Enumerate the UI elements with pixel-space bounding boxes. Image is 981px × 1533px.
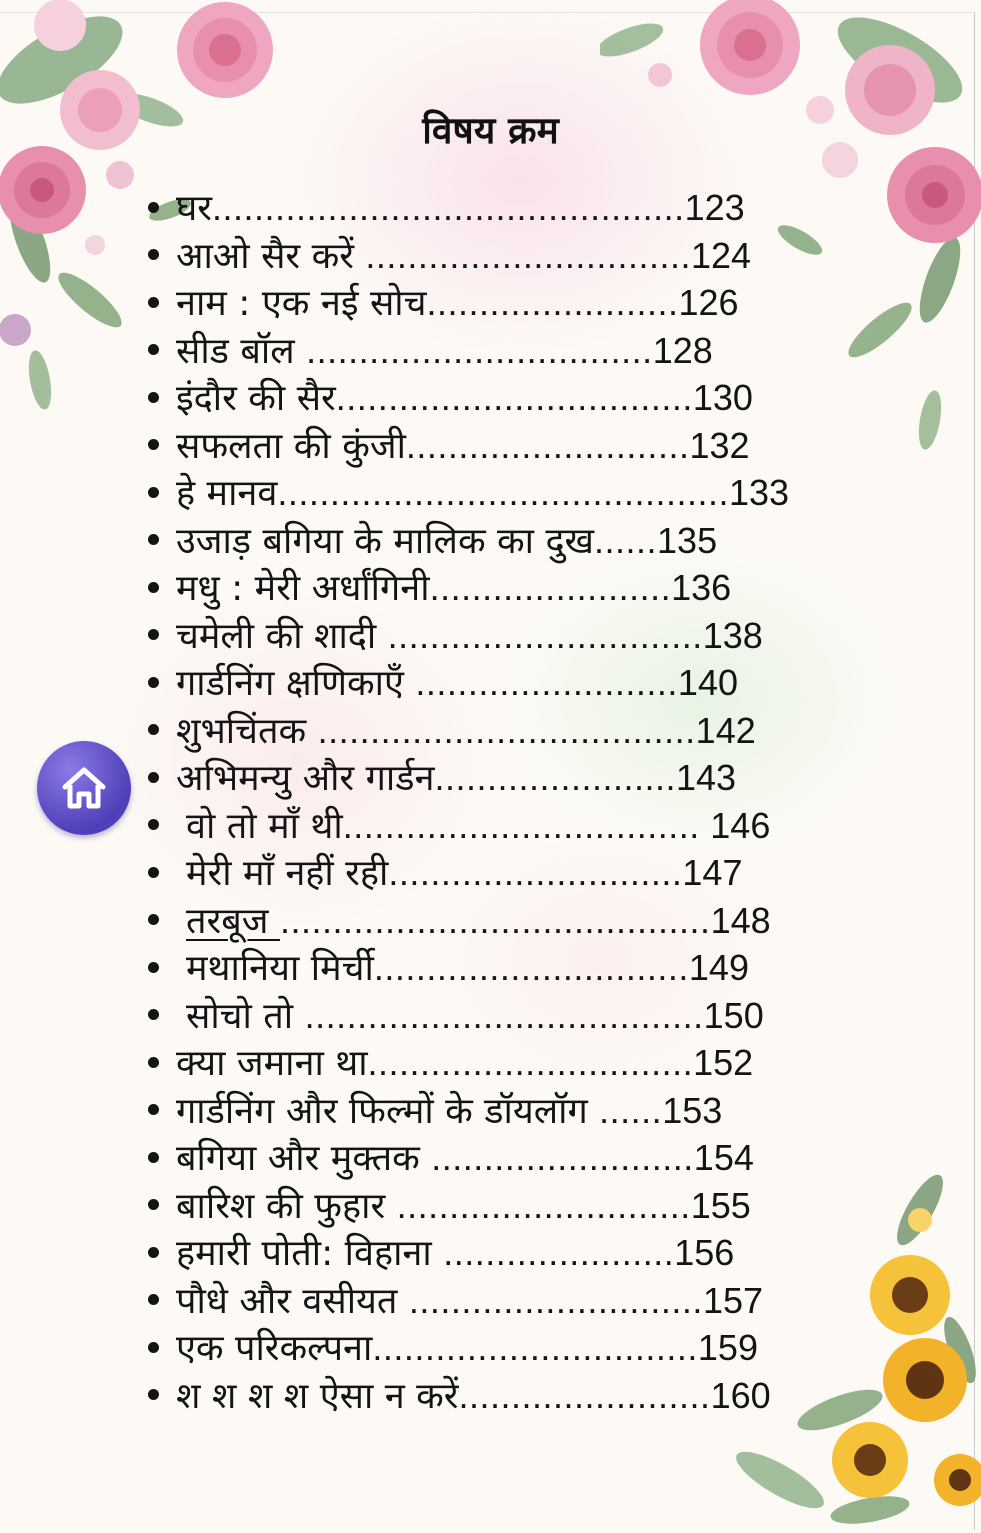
toc-leader-dots: .........................: [415, 662, 678, 703]
toc-entry[interactable]: [148, 1087, 878, 1135]
bullet-icon: [148, 677, 159, 688]
toc-page-number: 150: [703, 994, 764, 1036]
toc-entry-title: सीड बॉल: [176, 330, 307, 372]
toc-leader-dots: ..............................: [387, 614, 703, 656]
toc-page-number: 154: [693, 1137, 754, 1178]
bullet-icon: [148, 1342, 159, 1353]
toc-leader-dots: ......: [599, 1089, 663, 1131]
toc-page-number: 126: [678, 282, 739, 323]
toc-entry-title: सोचो तो: [186, 995, 305, 1037]
toc-page-number: 160: [710, 1374, 771, 1416]
toc-leader-dots: ..................................: [335, 377, 693, 418]
toc-entry[interactable]: [148, 612, 878, 660]
toc-leader-dots: ...........................: [405, 424, 690, 466]
toc-entry[interactable]: [148, 184, 878, 232]
toc-entry-title: बारिश की फुहार: [176, 1185, 397, 1227]
toc-entry-title: बगिया और मुक्तक: [176, 1138, 432, 1179]
toc-entry[interactable]: [148, 992, 878, 1040]
bullet-icon: [148, 1199, 159, 1210]
toc-leader-dots: ......: [594, 519, 658, 561]
toc-page-number: 146: [710, 804, 771, 846]
toc-leader-dots: .........................: [431, 1137, 694, 1178]
toc-leader-dots: .................................: [306, 329, 653, 371]
bullet-icon: [148, 1152, 159, 1163]
toc-entry-title: इंदौर की सैर: [176, 378, 336, 419]
toc-leader-dots: ...............................: [365, 234, 691, 276]
bullet-icon: [148, 1009, 159, 1020]
toc-entry[interactable]: [148, 327, 878, 375]
toc-page-number: 124: [690, 234, 752, 276]
bullet-icon: [148, 487, 159, 498]
table-of-contents: [148, 184, 878, 1419]
toc-page-number: 140: [677, 662, 738, 703]
toc-entry-title: सफलता की कुंजी: [176, 425, 406, 467]
bullet-icon: [148, 582, 159, 593]
bullet-icon: [148, 439, 159, 450]
toc-entry[interactable]: [148, 659, 878, 707]
home-button[interactable]: [37, 741, 131, 835]
toc-page-number: 133: [729, 472, 790, 513]
bullet-icon: [148, 392, 159, 403]
toc-entry-title: घर: [176, 188, 212, 229]
toc-entry-title: एक परिकल्पना: [176, 1328, 373, 1369]
bullet-icon: [148, 914, 159, 925]
toc-entry-title: [176, 901, 280, 942]
toc-leader-dots: ............................: [388, 852, 683, 893]
bullet-icon: [148, 629, 159, 640]
toc-entry[interactable]: [148, 1134, 878, 1182]
toc-entry-title: आओ सैर करें: [176, 235, 366, 277]
toc-entry[interactable]: [148, 849, 878, 897]
toc-entry[interactable]: [148, 1182, 878, 1230]
toc-entry-title: गार्डनिंग क्षणिकाएँ: [176, 663, 416, 704]
toc-leader-dots: ......................................: [304, 994, 704, 1036]
bullet-icon: [148, 724, 159, 735]
toc-leader-dots: ........................: [426, 282, 679, 323]
toc-leader-dots: ......................: [443, 1232, 675, 1273]
toc-entry-title: मेरी माँ नहीं रही: [186, 853, 389, 894]
toc-entry-title: अभिमन्यु और गार्डन: [176, 758, 435, 799]
toc-entry[interactable]: [148, 517, 878, 565]
toc-entry[interactable]: [148, 232, 878, 280]
toc-page-number: 132: [689, 424, 750, 466]
bullet-icon: [148, 1389, 159, 1400]
toc-entry-title: गार्डनिंग और फिल्मों के डॉयलॉग: [176, 1090, 600, 1132]
toc-page-number: 149: [688, 947, 749, 988]
toc-page-number: 152: [693, 1042, 754, 1083]
toc-page-number: 143: [675, 757, 737, 798]
toc-leader-dots: .............................................: [212, 187, 685, 228]
bullet-icon: [148, 1104, 159, 1115]
toc-entry[interactable]: [148, 564, 878, 612]
toc-page-number: 136: [671, 567, 732, 608]
toc-entry[interactable]: [148, 1229, 878, 1277]
home-icon: [59, 763, 109, 813]
toc-page-number: 155: [690, 1184, 751, 1226]
toc-entry[interactable]: [148, 1039, 878, 1087]
toc-entry[interactable]: [148, 422, 878, 470]
toc-leader-dots: ...............................: [372, 1327, 698, 1368]
toc-entry[interactable]: [148, 1324, 878, 1372]
bullet-icon: [148, 534, 159, 545]
toc-entry-title: नाम : एक नई सोच: [176, 283, 427, 324]
toc-leader-dots: ........................: [458, 1374, 711, 1416]
toc-entry-title: मधु : मेरी अर्धांगिनी: [176, 568, 430, 609]
bullet-icon: [148, 297, 159, 308]
toc-page-number: 130: [692, 377, 753, 418]
toc-leader-dots: ............................: [396, 1184, 691, 1226]
toc-entry-title: वो तो माँ थी: [186, 805, 343, 847]
toc-page-number: 128: [652, 329, 713, 371]
toc-entry[interactable]: [148, 754, 878, 802]
toc-page-number: 156: [674, 1232, 735, 1273]
bullet-icon: [148, 772, 159, 783]
toc-entry[interactable]: [148, 1372, 878, 1420]
bullet-icon: [148, 1294, 159, 1305]
toc-entry-title: हे मानव: [176, 473, 278, 514]
toc-entry-title: क्या जमाना था: [176, 1043, 368, 1084]
toc-page-number: 135: [657, 519, 718, 561]
toc-entry[interactable]: [148, 802, 878, 850]
toc-page-number: 157: [702, 1279, 764, 1321]
toc-entry[interactable]: [148, 707, 878, 755]
toc-page-number: 142: [695, 709, 756, 751]
toc-entry[interactable]: [148, 944, 878, 992]
toc-leader-dots: ...........................................: [277, 472, 730, 513]
toc-entry-title: हमारी पोती: विहाना: [176, 1233, 444, 1274]
toc-entry[interactable]: [148, 897, 878, 945]
toc-leader-dots: .......................: [429, 567, 672, 608]
toc-entry-title: श श श श ऐसा न करें: [176, 1375, 459, 1417]
toc-page-number: 123: [684, 187, 745, 228]
bullet-icon: [148, 962, 159, 973]
bullet-icon: [148, 202, 159, 213]
toc-entry[interactable]: [148, 1277, 878, 1325]
toc-leader-dots: ....................................: [317, 709, 696, 751]
bullet-icon: [148, 344, 159, 355]
toc-page-number: 153: [662, 1089, 723, 1131]
toc-leader-dots: ..................................: [342, 804, 711, 846]
toc-page-number: 148: [710, 899, 771, 941]
toc-page-number: 159: [697, 1327, 758, 1368]
toc-leader-dots: .........................................: [279, 899, 711, 941]
bullet-icon: [148, 867, 159, 878]
toc-entry-title: पौधे और वसीयत: [176, 1280, 409, 1322]
bullet-icon: [148, 249, 159, 260]
toc-entry-title: शुभचिंतक: [176, 710, 318, 752]
toc-entry-title: मथानिया मिर्ची: [186, 948, 374, 989]
toc-leader-dots: ............................: [408, 1279, 703, 1321]
toc-leader-dots: ...............................: [367, 1042, 694, 1083]
toc-entry[interactable]: [148, 469, 878, 517]
toc-entry[interactable]: [148, 374, 878, 422]
toc-entry-title: उजाड़ बगिया के मालिक का दुख: [176, 520, 595, 562]
toc-page-number: 138: [702, 614, 763, 656]
toc-title: विषय क्रम: [422, 108, 559, 152]
toc-leader-dots: ..............................: [373, 947, 689, 988]
toc-leader-dots: .......................: [434, 757, 676, 798]
toc-entry-title: चमेली की शादी: [176, 615, 388, 657]
bullet-icon: [148, 1057, 159, 1068]
toc-entry-title-underlined: तरबूज: [186, 900, 280, 942]
bullet-icon: [148, 1247, 159, 1258]
toc-page-number: 147: [682, 852, 743, 893]
bullet-icon: [148, 819, 159, 830]
toc-entry[interactable]: [148, 279, 878, 327]
